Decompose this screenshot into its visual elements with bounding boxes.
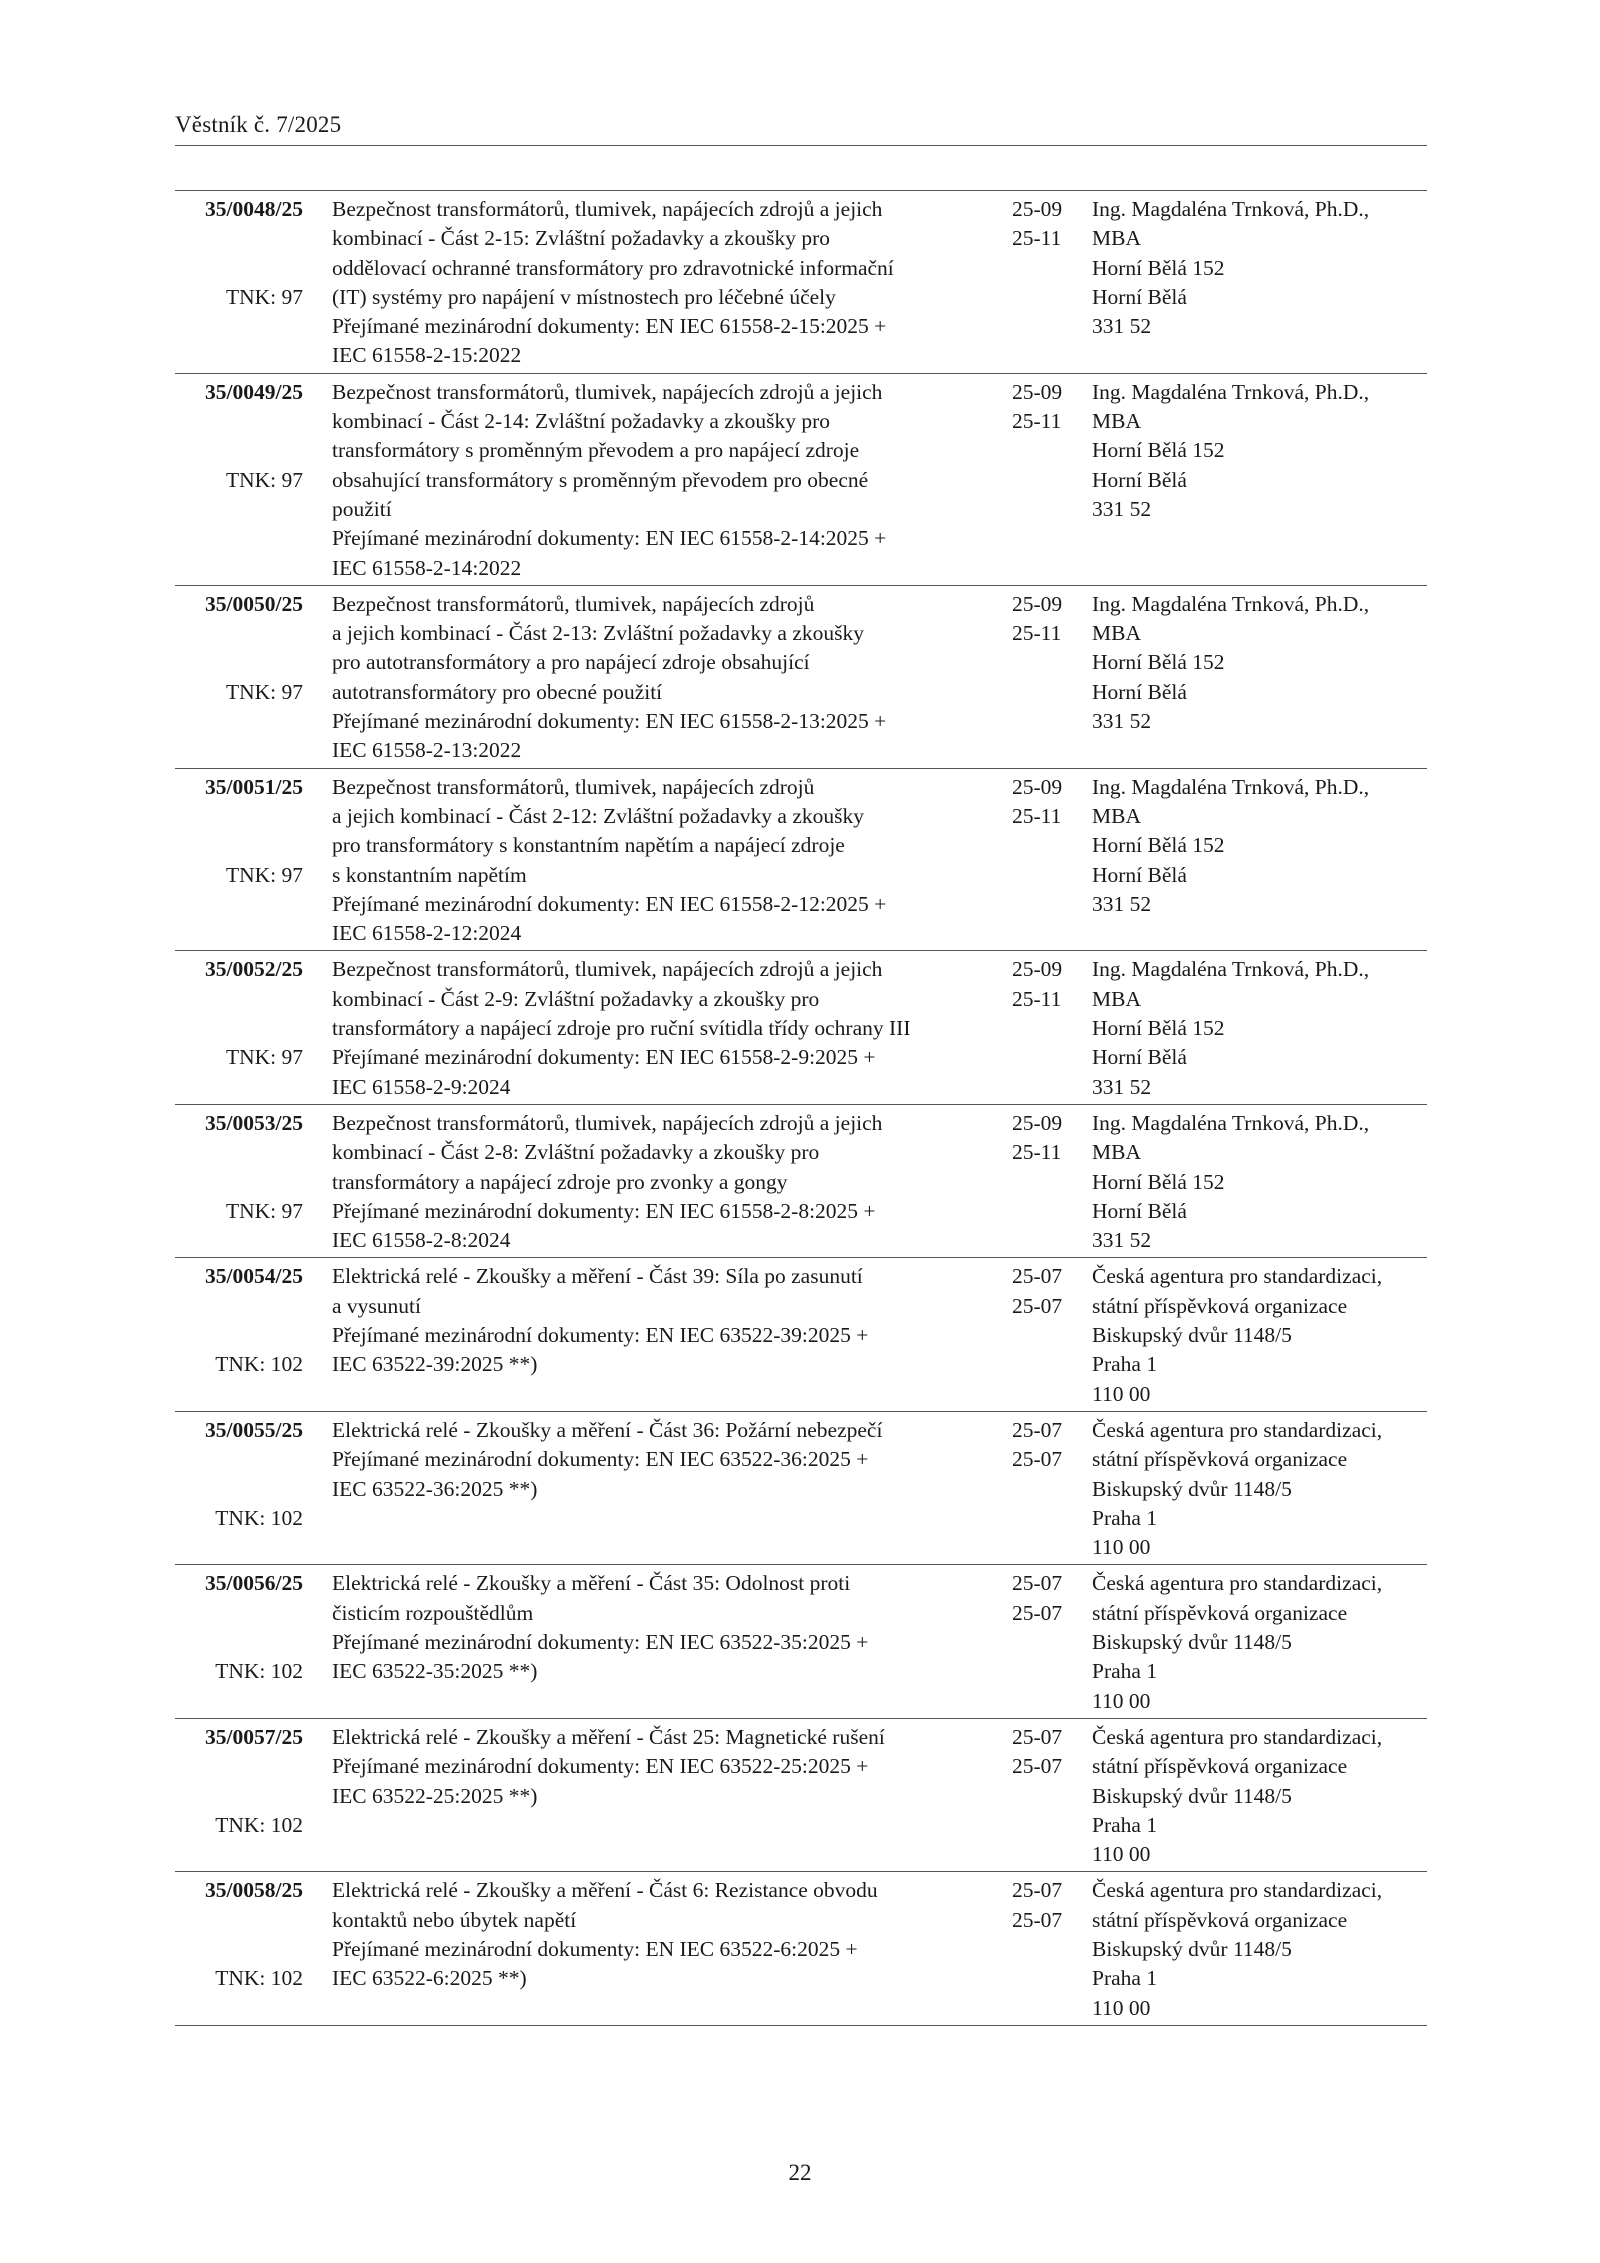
dates-cell <box>1012 955 1062 1014</box>
title-line: použití <box>332 496 392 521</box>
processor-address-cell <box>1092 1723 1382 1869</box>
address-line: Ing. Magdaléna Trnková, Ph.D., <box>1092 1110 1370 1135</box>
tnk-label: TNK: 97 <box>225 1198 303 1223</box>
processor-address-cell <box>1092 1109 1369 1255</box>
title-line: Bezpečnost transformátorů, tlumivek, napájecích zdrojů a jejich <box>332 197 883 221</box>
address-line: Horní Bělá 152 <box>1092 1016 1225 1041</box>
address-line: Praha 1 <box>1092 1812 1158 1837</box>
address-line: státní příspěvková organizace <box>1092 1447 1348 1472</box>
address-line: Horní Bělá 152 <box>1092 833 1225 858</box>
address-line: Ing. Magdaléna Trnková, Ph.D., <box>1092 591 1370 616</box>
table-row <box>175 1719 1427 1873</box>
standard-title-cell <box>332 1416 992 1563</box>
processor-address-cell <box>1092 1416 1382 1562</box>
standard-title-cell <box>332 1723 992 1870</box>
standard-title-cell <box>332 590 992 766</box>
address-line: Praha 1 <box>1092 1966 1158 1991</box>
address-line: Biskupský dvůr 1148/5 <box>1092 1937 1292 1962</box>
address-line: Česká agentura pro standardizaci, <box>1092 1724 1383 1749</box>
processor-address-cell <box>1092 378 1369 524</box>
tnk-label: TNK: 102 <box>215 1659 303 1684</box>
date-value: 25-09 <box>1012 1110 1063 1135</box>
address-line: Ing. Magdaléna Trnková, Ph.D., <box>1092 197 1370 221</box>
address-line: 331 52 <box>1092 314 1152 339</box>
standard-id-cell <box>175 195 303 309</box>
address-line: Ing. Magdaléna Trnková, Ph.D., <box>1092 957 1370 982</box>
date-value: 25-11 <box>1012 621 1062 646</box>
standard-title-cell <box>332 955 992 1102</box>
standard-id-cell <box>175 1569 303 1684</box>
dates-cell <box>1012 590 1062 649</box>
address-line: Horní Bělá <box>1092 1198 1187 1223</box>
tnk-label: TNK: 102 <box>215 1352 303 1377</box>
tnk-label: TNK: 102 <box>215 1966 303 1991</box>
date-value: 25-07 <box>1012 1417 1063 1442</box>
title-line: Bezpečnost transformátorů, tlumivek, napájecích zdrojů a jejich <box>332 379 883 404</box>
table-row <box>175 374 1427 586</box>
date-value: 25-07 <box>1012 1447 1063 1472</box>
date-value: 25-11 <box>1012 1140 1062 1165</box>
address-line: Horní Bělá <box>1092 679 1187 704</box>
date-value: 25-09 <box>1012 197 1063 221</box>
date-value: 25-07 <box>1012 1571 1063 1596</box>
date-value: 25-07 <box>1012 1600 1063 1625</box>
dates-cell <box>1012 1262 1062 1321</box>
standard-id-cell <box>175 378 303 492</box>
title-line: IEC 63522-6:2025 **) <box>332 1966 527 1991</box>
tnk-label: TNK: 97 <box>225 862 303 887</box>
tnk-label: TNK: 97 <box>225 1045 303 1070</box>
address-line: 331 52 <box>1092 709 1152 734</box>
date-value: 25-09 <box>1012 379 1063 404</box>
address-line: Česká agentura pro standardizaci, <box>1092 1264 1383 1289</box>
standard-id-cell <box>175 1416 303 1530</box>
standard-number: 35/0051/25 <box>205 774 303 799</box>
address-line: Biskupský dvůr 1148/5 <box>1092 1323 1292 1348</box>
standards-table <box>175 190 1427 2026</box>
processor-address-cell <box>1092 773 1369 919</box>
dates-cell <box>1012 773 1062 832</box>
title-line: Přejímané mezinárodní dokumenty: EN IEC 63522-36:2025 + <box>332 1447 869 1472</box>
address-line: MBA <box>1092 1140 1141 1165</box>
address-line: Horní Bělá <box>1092 1045 1187 1070</box>
title-line: IEC 61558-2-14:2022 <box>332 555 522 580</box>
date-value: 25-09 <box>1012 957 1063 982</box>
title-line: IEC 63522-35:2025 **) <box>332 1659 538 1684</box>
address-line: Praha 1 <box>1092 1659 1158 1684</box>
title-line: Elektrická relé - Zkoušky a měření - Část 39: Síla po zasunutí <box>332 1264 863 1289</box>
address-line: Horní Bělá 152 <box>1092 438 1225 463</box>
title-line: autotransformátory pro obecné použití <box>332 679 663 704</box>
address-line: MBA <box>1092 621 1141 646</box>
title-line: Přejímané mezinárodní dokumenty: EN IEC 61558-2-15:2025 + <box>332 314 887 339</box>
title-line: kombinací - Část 2-8: Zvláštní požadavky a zkoušky pro <box>332 1140 820 1165</box>
address-line: MBA <box>1092 803 1141 828</box>
standard-id-cell <box>175 773 303 887</box>
title-line: kombinací - Část 2-9: Zvláštní požadavky a zkoušky pro <box>332 986 820 1011</box>
title-line: Bezpečnost transformátorů, tlumivek, napájecích zdrojů <box>332 591 815 616</box>
address-line: Ing. Magdaléna Trnková, Ph.D., <box>1092 774 1370 799</box>
address-line: státní příspěvková organizace <box>1092 1754 1348 1779</box>
processor-address-cell <box>1092 1262 1382 1408</box>
address-line: 331 52 <box>1092 496 1152 521</box>
title-line: IEC 61558-2-9:2024 <box>332 1074 511 1099</box>
dates-cell <box>1012 1109 1062 1168</box>
standard-number: 35/0049/25 <box>205 379 303 404</box>
address-line: Biskupský dvůr 1148/5 <box>1092 1783 1292 1808</box>
standard-id-cell <box>175 1109 303 1223</box>
address-line: státní příspěvková organizace <box>1092 1293 1348 1318</box>
title-line: Přejímané mezinárodní dokumenty: EN IEC 61558-2-13:2025 + <box>332 709 887 734</box>
processor-address-cell <box>1092 195 1369 341</box>
tnk-label: TNK: 102 <box>215 1505 303 1530</box>
address-line: 110 00 <box>1092 1688 1151 1713</box>
address-line: Česká agentura pro standardizaci, <box>1092 1571 1383 1596</box>
address-line: 110 00 <box>1092 1381 1151 1406</box>
table-row <box>175 1412 1427 1566</box>
table-row <box>175 1258 1427 1412</box>
title-line: Přejímané mezinárodní dokumenty: EN IEC 61558-2-14:2025 + <box>332 526 887 551</box>
address-line: Biskupský dvůr 1148/5 <box>1092 1630 1292 1655</box>
title-line: Elektrická relé - Zkoušky a měření - Část 36: Požární nebezpečí <box>332 1417 883 1442</box>
standard-id-cell <box>175 955 303 1070</box>
title-line: (IT) systémy pro napájení v místnostech pro léčebné účely <box>332 284 836 309</box>
processor-address-cell <box>1092 1876 1382 2022</box>
title-line: IEC 63522-39:2025 **) <box>332 1352 538 1377</box>
processor-address-cell <box>1092 1569 1382 1715</box>
title-line: obsahující transformátory s proměnným převodem pro obecné <box>332 467 869 492</box>
standard-title-cell <box>332 1569 992 1716</box>
standard-title-cell <box>332 1262 992 1409</box>
address-line: Ing. Magdaléna Trnková, Ph.D., <box>1092 379 1370 404</box>
title-line: Přejímané mezinárodní dokumenty: EN IEC 61558-2-12:2025 + <box>332 891 887 916</box>
date-value: 25-11 <box>1012 226 1062 251</box>
standard-number: 35/0052/25 <box>205 957 303 982</box>
standard-id-cell <box>175 1723 303 1837</box>
address-line: MBA <box>1092 226 1141 251</box>
table-row <box>175 1565 1427 1719</box>
standard-number: 35/0048/25 <box>205 197 303 221</box>
dates-cell <box>1012 1723 1062 1782</box>
address-line: 110 00 <box>1092 1842 1151 1867</box>
tnk-label: TNK: 97 <box>225 467 303 492</box>
table-row <box>175 1105 1427 1259</box>
tnk-label: TNK: 102 <box>215 1812 303 1837</box>
date-value: 25-07 <box>1012 1878 1063 1903</box>
title-line: Přejímané mezinárodní dokumenty: EN IEC 63522-35:2025 + <box>332 1630 869 1655</box>
page-number: 22 <box>788 2160 812 2185</box>
address-line: 110 00 <box>1092 1535 1151 1560</box>
title-line: Bezpečnost transformátorů, tlumivek, napájecích zdrojů a jejich <box>332 957 883 982</box>
title-line: oddělovací ochranné transformátory pro zdravotnické informační <box>332 255 894 280</box>
address-line: Horní Bělá 152 <box>1092 650 1225 675</box>
title-line: a vysunutí <box>332 1293 421 1318</box>
address-line: státní příspěvková organizace <box>1092 1907 1348 1932</box>
title-line: IEC 61558-2-12:2024 <box>332 921 522 946</box>
title-line: Elektrická relé - Zkoušky a měření - Část 25: Magnetické rušení <box>332 1724 885 1749</box>
tnk-label: TNK: 97 <box>225 679 303 704</box>
date-value: 25-11 <box>1012 986 1062 1011</box>
tnk-label: TNK: 97 <box>225 284 303 309</box>
standard-title-cell <box>332 195 992 371</box>
dates-cell <box>1012 1416 1062 1475</box>
address-line: Horní Bělá 152 <box>1092 255 1225 280</box>
standard-id-cell <box>175 1876 303 1991</box>
standard-title-cell <box>332 1876 992 2023</box>
address-line: MBA <box>1092 409 1141 434</box>
date-value: 25-07 <box>1012 1724 1063 1749</box>
title-line: pro transformátory s konstantním napětím a napájecí zdroje <box>332 833 845 858</box>
standard-title-cell <box>332 1109 992 1256</box>
dates-cell <box>1012 1569 1062 1628</box>
address-line: 331 52 <box>1092 891 1152 916</box>
standard-number: 35/0058/25 <box>205 1878 303 1903</box>
address-line: MBA <box>1092 986 1141 1011</box>
standard-number: 35/0053/25 <box>205 1110 303 1135</box>
title-line: IEC 63522-36:2025 **) <box>332 1476 538 1501</box>
title-line: kombinací - Část 2-15: Zvláštní požadavky a zkoušky pro <box>332 226 830 251</box>
date-value: 25-07 <box>1012 1264 1063 1289</box>
date-value: 25-07 <box>1012 1293 1063 1318</box>
address-line: Česká agentura pro standardizaci, <box>1092 1878 1383 1903</box>
title-line: IEC 63522-25:2025 **) <box>332 1783 538 1808</box>
address-line: Biskupský dvůr 1148/5 <box>1092 1476 1292 1501</box>
standard-number: 35/0055/25 <box>205 1417 303 1442</box>
title-line: transformátory s proměnným převodem a pro napájecí zdroje <box>332 438 860 463</box>
title-line: a jejich kombinací - Část 2-12: Zvláštní požadavky a zkoušky <box>332 803 864 828</box>
standard-number: 35/0056/25 <box>205 1571 303 1596</box>
title-line: čisticím rozpouštědlům <box>332 1600 534 1625</box>
date-value: 25-11 <box>1012 409 1062 434</box>
processor-address-cell <box>1092 590 1369 736</box>
title-line: IEC 61558-2-8:2024 <box>332 1228 511 1253</box>
dates-cell <box>1012 195 1062 254</box>
date-value: 25-07 <box>1012 1907 1063 1932</box>
date-value: 25-07 <box>1012 1754 1063 1779</box>
title-line: s konstantním napětím <box>332 862 527 887</box>
address-line: státní příspěvková organizace <box>1092 1600 1348 1625</box>
address-line: 110 00 <box>1092 1995 1151 2020</box>
date-value: 25-11 <box>1012 803 1062 828</box>
address-line: Česká agentura pro standardizaci, <box>1092 1417 1383 1442</box>
title-line: Přejímané mezinárodní dokumenty: EN IEC 61558-2-9:2025 + <box>332 1045 876 1070</box>
title-line: a jejich kombinací - Část 2-13: Zvláštní požadavky a zkoušky <box>332 621 864 646</box>
dates-cell <box>1012 378 1062 437</box>
title-line: IEC 61558-2-13:2022 <box>332 738 522 763</box>
title-line: IEC 61558-2-15:2022 <box>332 343 522 368</box>
processor-address-cell <box>1092 955 1369 1101</box>
bulletin-header: Věstník č. 7/2025 <box>175 112 342 137</box>
table-row <box>175 586 1427 769</box>
standard-id-cell <box>175 590 303 704</box>
table-row <box>175 951 1427 1105</box>
title-line: pro autotransformátory a pro napájecí zdroje obsahující <box>332 650 810 675</box>
title-line: Přejímané mezinárodní dokumenty: EN IEC 63522-39:2025 + <box>332 1323 869 1348</box>
header-divider <box>175 145 1427 146</box>
address-line: 331 52 <box>1092 1074 1152 1099</box>
address-line: Praha 1 <box>1092 1505 1158 1530</box>
title-line: Elektrická relé - Zkoušky a měření - Část 6: Rezistance obvodu <box>332 1878 878 1903</box>
standard-title-cell <box>332 773 992 949</box>
title-line: transformátory a napájecí zdroje pro ruční svítidla třídy ochrany III <box>332 1016 911 1041</box>
title-line: transformátory a napájecí zdroje pro zvonky a gongy <box>332 1169 788 1194</box>
standard-id-cell <box>175 1262 303 1377</box>
title-line: Elektrická relé - Zkoušky a měření - Část 35: Odolnost proti <box>332 1571 851 1596</box>
address-line: Horní Bělá <box>1092 284 1187 309</box>
address-line: Horní Bělá <box>1092 467 1187 492</box>
title-line: Bezpečnost transformátorů, tlumivek, napájecích zdrojů <box>332 774 815 799</box>
title-line: kombinací - Část 2-14: Zvláštní požadavky a zkoušky pro <box>332 409 830 434</box>
table-row <box>175 769 1427 952</box>
standard-title-cell <box>332 378 992 583</box>
address-line: Horní Bělá <box>1092 862 1187 887</box>
standard-number: 35/0057/25 <box>205 1724 303 1749</box>
table-row <box>175 191 1427 374</box>
address-line: Praha 1 <box>1092 1352 1158 1377</box>
date-value: 25-09 <box>1012 591 1063 616</box>
standard-number: 35/0050/25 <box>205 591 303 616</box>
title-line: Bezpečnost transformátorů, tlumivek, napájecích zdrojů a jejich <box>332 1110 883 1135</box>
table-row <box>175 1872 1427 2026</box>
title-line: Přejímané mezinárodní dokumenty: EN IEC 63522-25:2025 + <box>332 1754 869 1779</box>
standard-number: 35/0054/25 <box>205 1264 303 1289</box>
dates-cell <box>1012 1876 1062 1935</box>
address-line: 331 52 <box>1092 1228 1152 1253</box>
title-line: kontaktů nebo úbytek napětí <box>332 1907 577 1932</box>
title-line: Přejímané mezinárodní dokumenty: EN IEC 61558-2-8:2025 + <box>332 1198 876 1223</box>
address-line: Horní Bělá 152 <box>1092 1169 1225 1194</box>
date-value: 25-09 <box>1012 774 1063 799</box>
title-line: Přejímané mezinárodní dokumenty: EN IEC 63522-6:2025 + <box>332 1937 858 1962</box>
